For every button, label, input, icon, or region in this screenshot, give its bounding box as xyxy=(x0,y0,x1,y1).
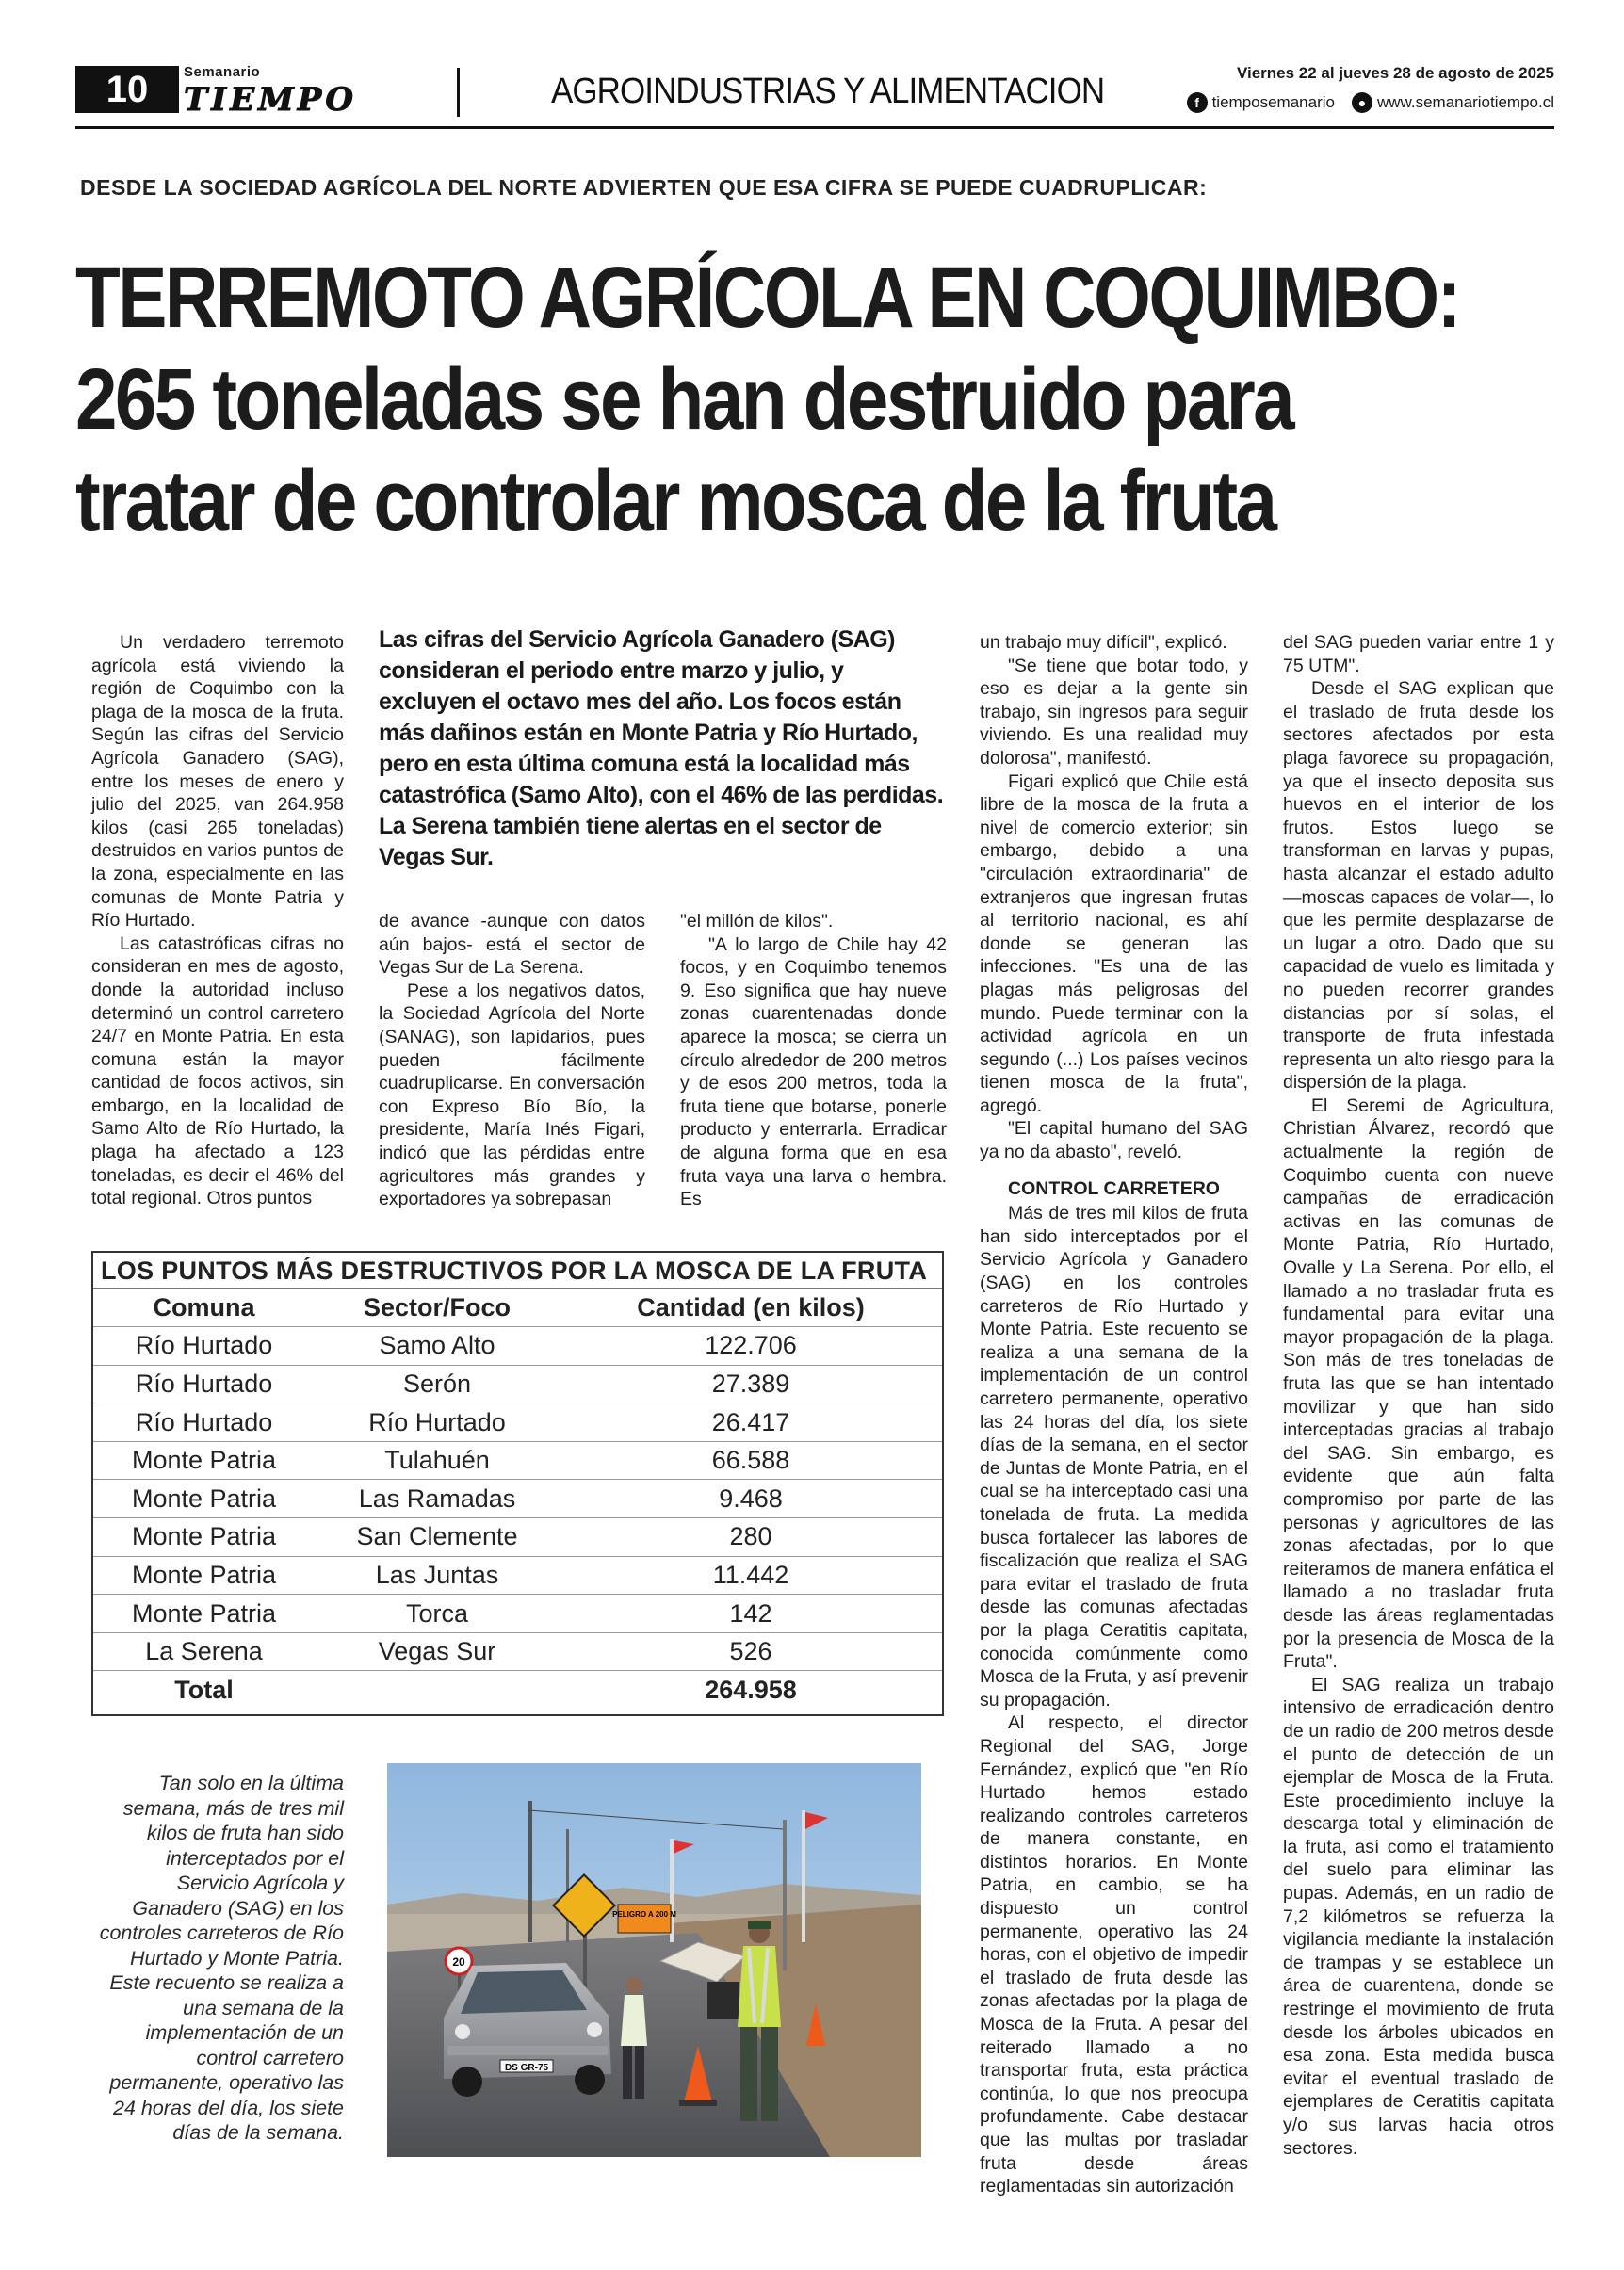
deck: Las cifras del Servicio Agrícola Ganadero (SAG) consideran el periodo entre marzo y julio, y excluyen el octavo mes del año. Los focos están más dañinos están en Monte Patria y Río Hurtado, pero en esta última comuna está la localidad más catastrófica (Samo Alto), con el 46% de las perdidas. La Serena también tiene alertas en el sector de Vegas Sur. xyxy=(379,626,944,870)
paragraph: de avance -aunque con datos aún bajos- está el sector de Vegas Sur de La Serena. xyxy=(379,911,645,979)
table-cell: Monte Patria xyxy=(93,1441,315,1480)
table-cell: Monte Patria xyxy=(93,1595,315,1633)
photo-caption: Tan solo en la última semana, más de tres mil kilos de fruta han sido interceptados por el Servicio Agrícola y Ganadero (SAG) en los controles carreteros de Río Hurtado y Monte Patria. Este recuento se realiza a una semana de la implementación de un control carretero permanente, operativo las 24 horas del día, los siete días de la semana. xyxy=(99,1772,344,2144)
table-cell: 9.468 xyxy=(560,1480,942,1518)
table-row xyxy=(93,1518,942,1557)
paragraph: Un verdadero terremoto agrícola está viviendo la región de Coquimbo con la plaga de la mosca de la fruta. Según las cifras del Servicio Agrícola Ganadero (SAG), entre los meses de enero y julio del 2025, van 264.958 kilos (casi 265 toneladas) destruidos en varios puntos de la zona, especialmente en las comunas de Monte Patria y Río Hurtado. xyxy=(91,632,344,932)
table-row xyxy=(93,1556,942,1595)
paragraph: Figari explicó que Chile está libre de la mosca de la fruta a nivel de comercio exterior; sin embargo, debido a una "circulación extraordinaria" de extranjeros que ingresan frutas al territorio nacional, es ahí donde se generan las infecciones. "Es una de las plagas más peligrosas del mundo. Puede terminar con la actividad agrícola en un segundo (...) Los países vecinos tienen mosca de la fruta", agregó. xyxy=(980,770,1248,1116)
paragraph: El Seremi de Agricultura, Christian Álvarez, recordó que actualmente la región de Coquimbo cuenta con nueve campañas de erradicación activas en las comunas de Monte Patria, Río Hurtado, Ovalle y La Serena. Por ello, el llamado a no trasladar fruta es fundamental para evitar una mayor propagación de la plaga. Son más de tres toneladas de fruta las que se han intentado movilizar y que han sido interceptadas gracias al trabajo del SAG. Sin embargo, es evidente que aún falta compromiso por parte de las personas y agricultores de las zonas afectadas, por lo que reiteramos de manera enfática el llamado a no trasladar fruta desde las áreas reglamentadas por la presencia de Mosca de la Fruta". xyxy=(1283,1094,1554,1673)
column-header: Comuna xyxy=(93,1289,315,1327)
column-2 xyxy=(379,910,645,1211)
paragraph: un trabajo muy difícil", explicó. xyxy=(980,632,1227,653)
table-row xyxy=(93,1365,942,1403)
table-grid xyxy=(93,1289,942,1710)
table-header-row xyxy=(93,1289,942,1327)
page-header xyxy=(75,60,1554,126)
table-cell: Las Juntas xyxy=(315,1556,560,1595)
table-cell: Serón xyxy=(315,1365,560,1403)
photo-road-checkpoint xyxy=(387,1763,921,2157)
column-3 xyxy=(680,910,947,1211)
kicker: DESDE LA SOCIEDAD AGRÍCOLA DEL NORTE ADVIERTEN QUE ESA CIFRA SE PUEDE CUADRUPLICAR: xyxy=(80,175,1208,200)
facebook-link[interactable] xyxy=(1187,92,1335,113)
table-cell: 66.588 xyxy=(560,1441,942,1480)
table-cell: 122.706 xyxy=(560,1327,942,1366)
paragraph: "A lo largo de Chile hay 42 focos, y en Coquimbo tenemos 9. Eso significa que hay nueve zonas cuarentenadas donde aparece la mosca; se cierra un círculo alrededor de 200 metros y de esos 200 metros, toda la fruta tiene que botarse, ponerle producto y enterrarla. Erradicar de alguna forma que en esa fruta vaya una larva o hembra. Es xyxy=(680,933,947,1210)
paragraph: "el millón de kilos". xyxy=(680,911,834,932)
column-header: Sector/Foco xyxy=(315,1289,560,1327)
facebook-handle: tiemposemanario xyxy=(1211,93,1335,111)
table-row xyxy=(93,1480,942,1518)
total-label: Total xyxy=(174,1675,234,1704)
headline-line-1: TERREMOTO AGRÍCOLA EN COQUIMBO: xyxy=(75,250,1459,346)
total-value: 264.958 xyxy=(705,1675,797,1704)
column-header: Cantidad (en kilos) xyxy=(560,1289,942,1327)
issue-date: Viernes 22 al jueves 28 de agosto de 2025 xyxy=(1236,64,1554,82)
table-cell: 27.389 xyxy=(560,1365,942,1403)
table-cell: Las Ramadas xyxy=(315,1480,560,1518)
column-5 xyxy=(1283,631,1554,2160)
license-plate: DS GR-75 xyxy=(504,2063,549,2073)
header-separator xyxy=(457,68,460,117)
subhead-control-carretero: CONTROL CARRETERO xyxy=(1008,1177,1220,1199)
website-url: www.semanariotiempo.cl xyxy=(1376,93,1554,111)
table-cell: Río Hurtado xyxy=(93,1327,315,1366)
paragraph: Al respecto, el director Regional del SAG, Jorge Fernández, explicó que "en Río Hurtado hemos estado realizando controles carreteros de manera constante, en distintos horarios. En Monte Patria, en cambio, se ha dispuesto un control permanente, operativo las 24 horas, con el objetivo de impedir el traslado de fruta desde las zonas afectadas por la plaga de Mosca de la Fruta. A pesar del reiterado llamado a no transportar fruta, esta práctica continúa, lo que nos preocupa profundamente. Cabe destacar que las multas por trasladar fruta desde áreas reglamentadas sin autorización xyxy=(980,1712,1248,2197)
header-rule xyxy=(75,126,1554,129)
paragraph: Desde el SAG explican que el traslado de fruta desde los sectores afectados por esta plaga favorece su propagación, ya que el insecto deposita sus huevos en el interior de los frutos. Estos luego se transforman en larvas y pupas, hasta alcanzar el estado adulto —moscas capaces de volar—, lo que les permite desplazarse de un lugar a otro. Dado que su capacidad de vuelo es limitada y no pueden recorrer grandes distancias por sí solas, el transporte de fruta infestada representa un alto riesgo para la dispersión de la plaga. xyxy=(1283,678,1554,1094)
paragraph: Pese a los negativos datos, la Sociedad Agrícola del Norte (SANAG), son lapidarios, pues pueden fácilmente cuadruplicarse. En conversación con Expreso Bío Bío, la presidente, María Inés Figari, indicó que las pérdidas entre agricultores más grandes y exportadores ya sobrepasan xyxy=(379,980,645,1210)
table-cell: Tulahuén xyxy=(315,1441,560,1480)
facebook-icon: f xyxy=(1187,92,1208,113)
table-row xyxy=(93,1595,942,1633)
paragraph: Más de tres mil kilos de fruta han sido interceptados por el Servicio Agrícola y Ganadero (SAG) en los controles carreteros de Río Hurtado y Monte Patria. Este recuento se realiza a una semana de la implementación de un control carretero permanente, operativo las 24 horas del día, los siete días de la semana, en el sector de Juntas de Monte Patria, en el cual se ha interceptado casi una tonelada de fruta. La medida busca fortalecer las labores de fiscalización que realiza el SAG para evitar el traslado de fruta desde las comunas afectadas por la plaga Ceratitis capitata, conocida comúnmente como Mosca de la Fruta, y así prevenir su propagación. xyxy=(980,1203,1248,1711)
paragraph: "Se tiene que botar todo, y eso es dejar a la gente sin trabajo, sin ingresos para seguir viviendo. Es una realidad muy dolorosa", manifestó. xyxy=(980,655,1248,769)
table-cell: Río Hurtado xyxy=(93,1365,315,1403)
paragraph: Las catastróficas cifras no consideran en mes de agosto, donde la autoridad incluso determinó un control carretero 24/7 en Monte Patria. En esta comuna están la mayor cantidad de focos activos, sin embargo, en la localidad de Samo Alto de Río Hurtado, la plaga ha afectado a 123 toneladas, es decir el 46% del total regional. Otros puntos xyxy=(91,932,344,1209)
headline-line-2: 265 toneladas se han destruido para xyxy=(75,351,1293,447)
danger-sign-text: PELIGRO A 200 M xyxy=(612,1910,676,1919)
table-row xyxy=(93,1441,942,1480)
paragraph: El SAG realiza un trabajo intensivo de erradicación dentro de un radio de 200 metros desde el punto de detección de un ejemplar de Mosca de la Fruta. Este procedimiento incluye la descarga total y eliminación de la fruta, así como el tratamiento del suelo para eliminar las pupas. Además, en un radio de 7,2 kilómetros se refuerza la vigilancia mediante la instalación de trampas y se establece un área de cuarentena, donde se restringe el movimiento de fruta desde los árboles ubicados en esa zona. Esta medida busca evitar el eventual traslado de ejemplares de Ceratitis capitata y/o sus larvas hacia otros sectores. xyxy=(1283,1674,1554,2159)
brand-small: Semanario xyxy=(184,64,261,80)
table-cell: Torca xyxy=(315,1595,560,1633)
paragraph: "El capital humano del SAG ya no da abasto", reveló. xyxy=(980,1118,1248,1163)
table-cell: Río Hurtado xyxy=(93,1403,315,1442)
table-cell: Río Hurtado xyxy=(315,1403,560,1442)
table-cell: Monte Patria xyxy=(93,1556,315,1595)
table-cell: La Serena xyxy=(93,1632,315,1671)
column-1 xyxy=(91,631,344,1210)
table-cell: Vegas Sur xyxy=(315,1632,560,1671)
table-cell: 526 xyxy=(560,1632,942,1671)
headline xyxy=(75,247,1564,552)
column-4 xyxy=(980,631,1248,2198)
speed-sign-text: 20 xyxy=(452,1955,465,1969)
table-cell: 11.442 xyxy=(560,1556,942,1595)
table-cell: Monte Patria xyxy=(93,1480,315,1518)
globe-icon: ● xyxy=(1352,92,1372,113)
photo-illustration xyxy=(387,1763,921,2157)
table-row xyxy=(93,1327,942,1366)
table-title: LOS PUNTOS MÁS DESTRUCTIVOS POR LA MOSCA DE LA FRUTA xyxy=(93,1253,942,1289)
brand-name: TIEMPO xyxy=(184,81,357,119)
table-row xyxy=(93,1632,942,1671)
table-cell: Samo Alto xyxy=(315,1327,560,1366)
social-links xyxy=(1187,92,1554,113)
table-cell: 26.417 xyxy=(560,1403,942,1442)
headline-line-3: tratar de controlar mosca de la fruta xyxy=(75,453,1275,549)
data-table xyxy=(91,1251,944,1716)
table-cell xyxy=(315,1671,560,1710)
page-number: 10 xyxy=(75,66,179,113)
table-cell: San Clemente xyxy=(315,1518,560,1557)
table-body xyxy=(93,1327,942,1710)
table-cell: 280 xyxy=(560,1518,942,1557)
table-row xyxy=(93,1403,942,1442)
section-title: AGROINDUSTRIAS Y ALIMENTACION xyxy=(551,72,1105,111)
website-link[interactable] xyxy=(1352,92,1554,113)
table-cell: Monte Patria xyxy=(93,1518,315,1557)
table-total-row xyxy=(93,1671,942,1710)
paragraph: del SAG pueden variar entre 1 y 75 UTM". xyxy=(1283,632,1554,676)
masthead-logo xyxy=(184,64,447,117)
table-cell: 142 xyxy=(560,1595,942,1633)
